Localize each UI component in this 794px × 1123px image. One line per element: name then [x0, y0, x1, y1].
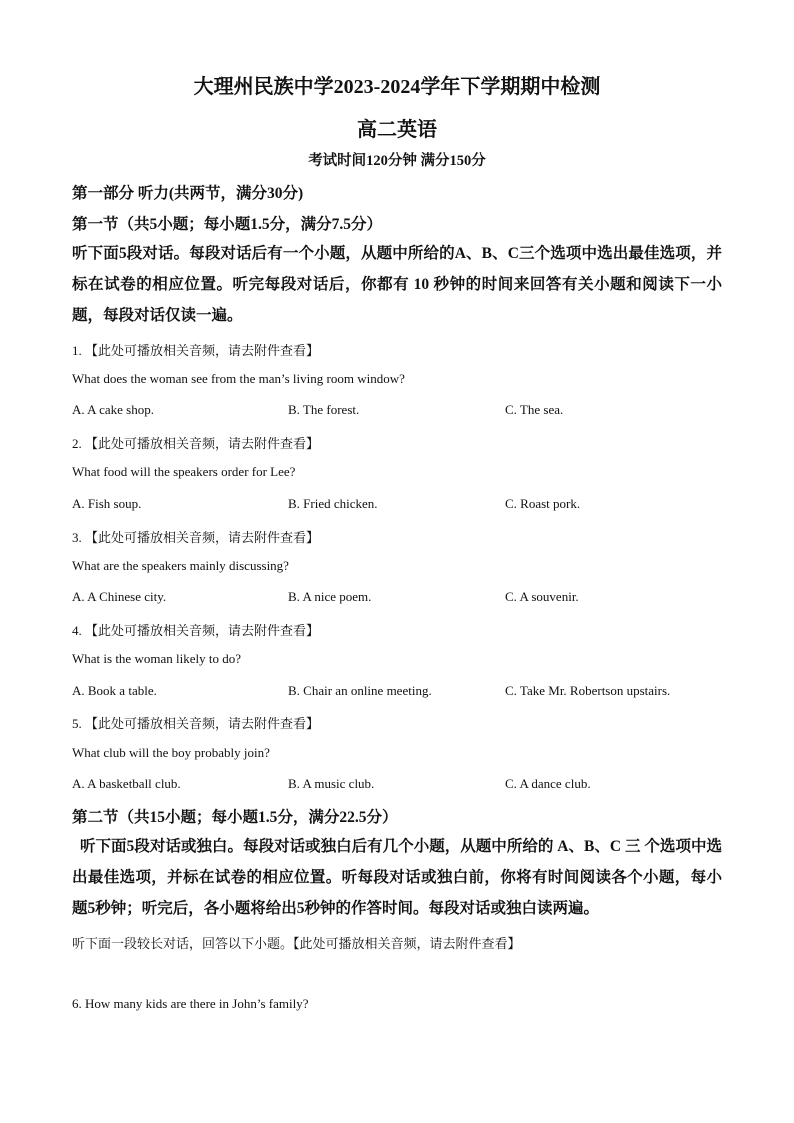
- q4-audio-note: 4. 【此处可播放相关音频，请去附件查看】: [72, 623, 320, 638]
- q4-option-b: B. Chair an online meeting.: [288, 683, 432, 698]
- q5-question: What club will the boy probably join?: [72, 745, 270, 760]
- q2-option-c: C. Roast pork.: [505, 496, 581, 511]
- exam-info: 考试时间120分钟 满分150分: [308, 153, 486, 169]
- section2-heading: 第二节（共15小题；每小题1.5分，满分22.5分）: [72, 809, 398, 826]
- q5-option-a: A. A basketball club.: [72, 776, 181, 791]
- q2-option-a: A. Fish soup.: [72, 496, 142, 511]
- section1-instructions: 听下面5段对话。每段对话后有一个小题，从题中所给的A、B、C三个选项中选出最佳选项，并标在试卷的相应位置。听完每段对话后，你都有 10 秒钟的时间来回答有关小题和阅读下一小题，每段对话仅读一遍。: [72, 245, 722, 324]
- q2-audio-note: 2. 【此处可播放相关音频，请去附件查看】: [72, 436, 320, 451]
- section2-instructions: 听下面5段对话或独白。每段对话或独白后有几个小题，从题中所给的 A、B、C 三 个选项中选出最佳选项，并标在试卷的相应位置。听每段对话或独白前，你将有时间阅读各个小题，每小题5秒钟；听完后，各小题将给出5秒钟的作答时间。每段对话或独白读两遍。: [72, 838, 722, 917]
- q4-question: What is the woman likely to do?: [72, 651, 241, 666]
- section2-intro: 听下面一段较长对话，回答以下小题。【此处可播放相关音频，请去附件查看】: [72, 936, 521, 951]
- q4-option-c: C. Take Mr. Robertson upstairs.: [505, 683, 671, 698]
- q5-option-c: C. A dance club.: [505, 776, 591, 791]
- q6-question: 6. How many kids are there in John’s family?: [72, 996, 309, 1011]
- q2-question: What food will the speakers order for Lee?: [72, 464, 296, 479]
- exam-subject: 高二英语: [357, 119, 437, 141]
- q3-audio-note: 3. 【此处可播放相关音频，请去附件查看】: [72, 530, 320, 545]
- q1-audio-note: 1. 【此处可播放相关音频，请去附件查看】: [72, 343, 320, 358]
- q3-option-b: B. A nice poem.: [288, 589, 372, 604]
- q1-option-b: B. The forest.: [288, 402, 360, 417]
- part1-heading: 第一部分 听力(共两节，满分30分): [72, 185, 304, 202]
- q1-question: What does the woman see from the man’s living room window?: [72, 371, 405, 386]
- q2-option-b: B. Fried chicken.: [288, 496, 378, 511]
- section1-heading: 第一节（共5小题；每小题1.5分，满分7.5分）: [72, 216, 383, 233]
- q1-option-c: C. The sea.: [505, 402, 564, 417]
- q5-option-b: B. A music club.: [288, 776, 375, 791]
- q3-question: What are the speakers mainly discussing?: [72, 558, 289, 573]
- q3-option-a: A. A Chinese city.: [72, 589, 167, 604]
- q5-audio-note: 5. 【此处可播放相关音频，请去附件查看】: [72, 716, 320, 731]
- exam-title: 大理州民族中学2023-2024学年下学期期中检测: [193, 76, 601, 98]
- q4-option-a: A. Book a table.: [72, 683, 157, 698]
- q3-option-c: C. A souvenir.: [505, 589, 579, 604]
- q1-option-a: A. A cake shop.: [72, 402, 154, 417]
